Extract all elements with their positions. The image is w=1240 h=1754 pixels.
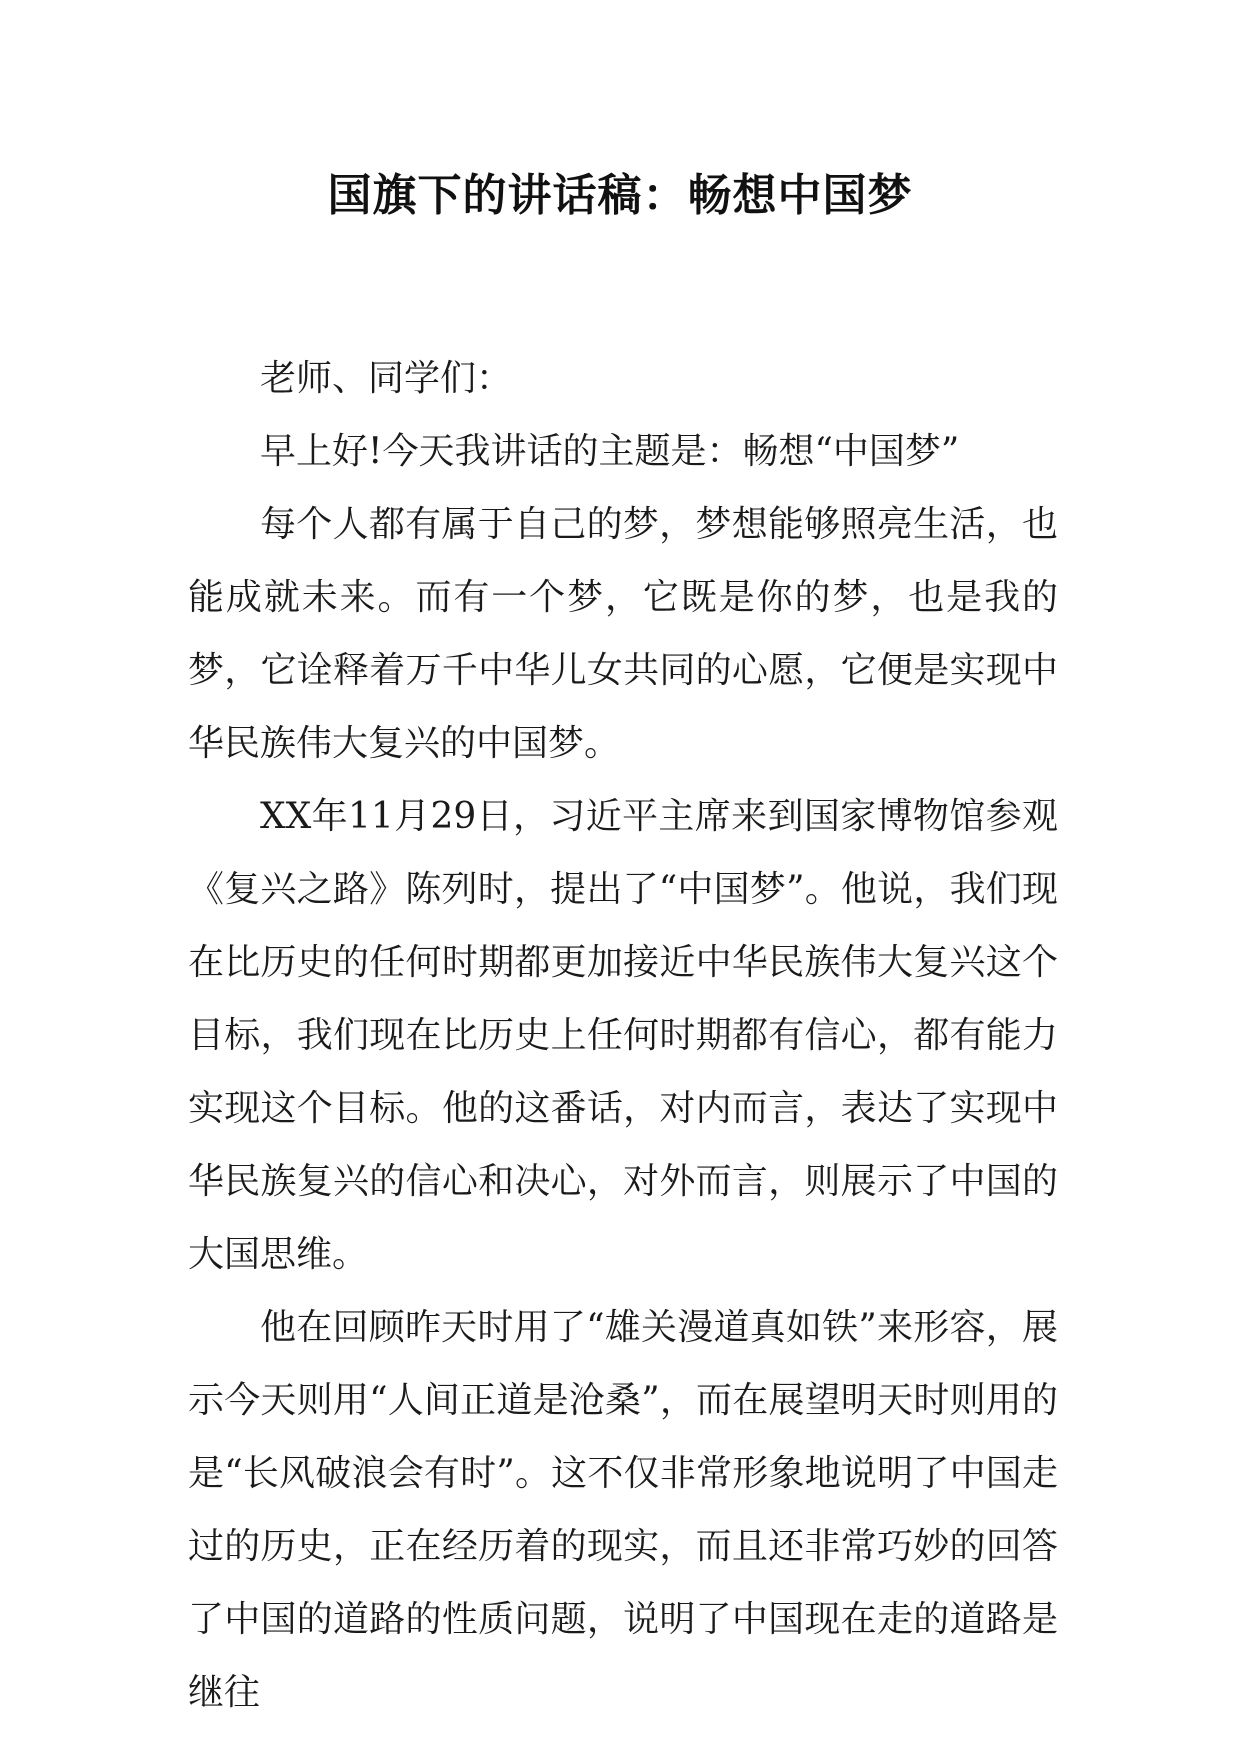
body-paragraph: 每个人都有属于自己的梦，梦想能够照亮生活，也能成就未来。而有一个梦，它既是你的梦，也是我的梦，它诠释着万千中华儿女共同的心愿，它便是实现中华民族伟大复兴的中国梦。 xyxy=(188,504,1058,764)
body-paragraph: XX年11月29日，习近平主席来到国家博物馆参观《复兴之路》陈列时，提出了“中国梦”。他说，我们现在比历史的任何时期都更加接近中华民族伟大复兴这个目标，我们现在比历史上任何时期都有信心，都有能力实现这个目标。他的这番话，对内而言，表达了实现中华民族复兴的信心和决心，对外而言，则展示了中国的大国思维。 xyxy=(188,796,1058,1275)
greeting-paragraph: 早上好!今天我讲话的主题是：畅想“中国梦” xyxy=(260,431,960,472)
document-body xyxy=(188,342,1058,1729)
salutation: 老师、同学们： xyxy=(260,358,513,399)
document-title: 国旗下的讲话稿：畅想中国梦 xyxy=(327,170,913,221)
body-paragraph: 他在回顾昨天时用了“雄关漫道真如铁”来形容，展示今天则用“人间正道是沧桑”，而在展望明天时则用的是“长风破浪会有时”。这不仅非常形象地说明了中国走过的历史，正在经历着的现实，而且还非常巧妙的回答了中国的道路的性质问题，说明了中国现在走的道路是继往 xyxy=(188,1307,1058,1713)
